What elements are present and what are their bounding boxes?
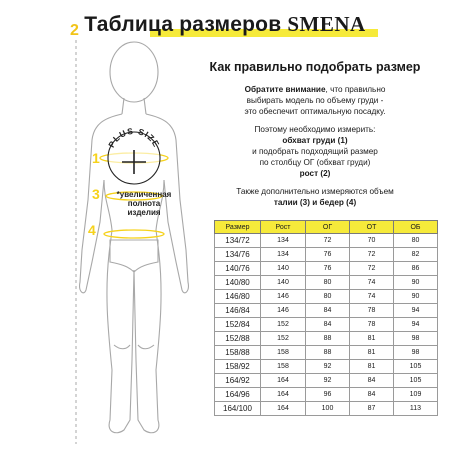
table-cell: 94 bbox=[394, 304, 438, 318]
table-cell: 87 bbox=[350, 402, 394, 416]
note-line-2: выбирать модель по объему груди - bbox=[246, 96, 384, 105]
table-row bbox=[215, 248, 438, 262]
table-cell: 72 bbox=[306, 234, 350, 248]
table-row bbox=[215, 234, 438, 248]
table-cell: 158/88 bbox=[215, 346, 261, 360]
table-cell: 80 bbox=[306, 290, 350, 304]
marker-height: 2 bbox=[70, 22, 79, 39]
brand-name: SMENA bbox=[287, 12, 366, 36]
marker-hips: 4 bbox=[88, 222, 96, 238]
table-cell: 72 bbox=[350, 248, 394, 262]
table-cell: 158 bbox=[261, 360, 306, 374]
table-cell: 90 bbox=[394, 276, 438, 290]
table-cell: 158 bbox=[261, 346, 306, 360]
table-cell: 100 bbox=[306, 402, 350, 416]
table-row bbox=[215, 304, 438, 318]
table-cell: 140 bbox=[261, 262, 306, 276]
table-cell: 86 bbox=[394, 262, 438, 276]
table-cell: 80 bbox=[394, 234, 438, 248]
table-cell: 92 bbox=[306, 374, 350, 388]
table-cell: 84 bbox=[306, 304, 350, 318]
table-cell: 90 bbox=[394, 290, 438, 304]
table-row bbox=[215, 318, 438, 332]
table-cell: 152/88 bbox=[215, 332, 261, 346]
table-cell: 113 bbox=[394, 402, 438, 416]
measure-instructions bbox=[186, 124, 444, 179]
plus-note-line-2: полнота bbox=[127, 199, 161, 208]
measure-select-1: и подобрать подходящий размер bbox=[252, 147, 378, 156]
size-table-body bbox=[215, 234, 438, 416]
table-cell: 152/84 bbox=[215, 318, 261, 332]
table-cell: 146/80 bbox=[215, 290, 261, 304]
table-cell: 146 bbox=[261, 304, 306, 318]
table-cell: 74 bbox=[350, 290, 394, 304]
table-cell: 146 bbox=[261, 290, 306, 304]
table-cell: 81 bbox=[350, 346, 394, 360]
table-cell: 152 bbox=[261, 318, 306, 332]
plus-size-note bbox=[104, 190, 184, 217]
table-cell: 134/76 bbox=[215, 248, 261, 262]
table-cell: 164/100 bbox=[215, 402, 261, 416]
table-cell: 164 bbox=[261, 374, 306, 388]
table-cell: 105 bbox=[394, 374, 438, 388]
extra-line-2: талии (3) и бедер (4) bbox=[273, 198, 357, 207]
header-hips: ОБ bbox=[394, 221, 438, 234]
table-cell: 140 bbox=[261, 276, 306, 290]
table-cell: 152 bbox=[261, 332, 306, 346]
table-cell: 98 bbox=[394, 346, 438, 360]
table-cell: 134/72 bbox=[215, 234, 261, 248]
table-cell: 164/92 bbox=[215, 374, 261, 388]
table-cell: 80 bbox=[306, 276, 350, 290]
note-bold: Обратите внимание bbox=[244, 85, 326, 94]
table-row bbox=[215, 402, 438, 416]
extra-line-1: Также дополнительно измеряются объем bbox=[236, 187, 394, 196]
table-cell: 78 bbox=[350, 304, 394, 318]
table-cell: 78 bbox=[350, 318, 394, 332]
plus-size-label: PLUS SIZE bbox=[106, 125, 162, 150]
measure-select-2: по столбцу ОГ (обхват груди) bbox=[259, 158, 371, 167]
table-cell: 72 bbox=[350, 262, 394, 276]
plus-note-line-3: изделия bbox=[127, 208, 161, 217]
extra-measurements bbox=[186, 186, 444, 208]
table-cell: 84 bbox=[350, 374, 394, 388]
measure-height: рост (2) bbox=[299, 169, 331, 178]
guide-note bbox=[186, 84, 444, 117]
table-cell: 74 bbox=[350, 276, 394, 290]
table-cell: 84 bbox=[350, 388, 394, 402]
table-cell: 164 bbox=[261, 402, 306, 416]
table-cell: 146/84 bbox=[215, 304, 261, 318]
table-cell: 88 bbox=[306, 332, 350, 346]
table-cell: 76 bbox=[306, 248, 350, 262]
title-text: Таблица размеров bbox=[84, 13, 282, 36]
header-size: Размер bbox=[215, 221, 261, 234]
table-cell: 98 bbox=[394, 332, 438, 346]
table-cell: 134 bbox=[261, 248, 306, 262]
note-line-3: это обеспечит оптимальную посадку. bbox=[244, 107, 386, 116]
table-cell: 158/92 bbox=[215, 360, 261, 374]
table-cell: 134 bbox=[261, 234, 306, 248]
table-cell: 81 bbox=[350, 360, 394, 374]
marker-chest: 1 bbox=[92, 150, 100, 166]
measure-intro: Поэтому необходимо измерить: bbox=[254, 125, 376, 134]
measure-chest: обхват груди (1) bbox=[282, 136, 348, 145]
table-cell: 82 bbox=[394, 248, 438, 262]
header-chest: ОГ bbox=[306, 221, 350, 234]
header-height: Рост bbox=[261, 221, 306, 234]
table-row bbox=[215, 374, 438, 388]
table-cell: 164/96 bbox=[215, 388, 261, 402]
table-row bbox=[215, 332, 438, 346]
table-cell: 84 bbox=[306, 318, 350, 332]
table-row bbox=[215, 346, 438, 360]
size-table bbox=[214, 220, 438, 416]
table-row bbox=[215, 360, 438, 374]
table-cell: 88 bbox=[306, 346, 350, 360]
note-rest: , что правильно bbox=[325, 85, 386, 94]
plus-note-line-1: *увеличенная bbox=[116, 190, 172, 199]
table-cell: 70 bbox=[350, 234, 394, 248]
marker-waist: 3 bbox=[92, 186, 100, 202]
table-cell: 140/80 bbox=[215, 276, 261, 290]
table-cell: 140/76 bbox=[215, 262, 261, 276]
table-cell: 92 bbox=[306, 360, 350, 374]
header-waist: ОТ bbox=[350, 221, 394, 234]
table-cell: 164 bbox=[261, 388, 306, 402]
table-cell: 94 bbox=[394, 318, 438, 332]
table-row bbox=[215, 290, 438, 304]
size-table-header bbox=[215, 221, 438, 234]
table-cell: 105 bbox=[394, 360, 438, 374]
table-cell: 109 bbox=[394, 388, 438, 402]
table-cell: 96 bbox=[306, 388, 350, 402]
table-row bbox=[215, 262, 438, 276]
table-cell: 76 bbox=[306, 262, 350, 276]
table-cell: 81 bbox=[350, 332, 394, 346]
table-row bbox=[215, 388, 438, 402]
table-row bbox=[215, 276, 438, 290]
guide-heading: Как правильно подобрать размер bbox=[209, 60, 421, 74]
